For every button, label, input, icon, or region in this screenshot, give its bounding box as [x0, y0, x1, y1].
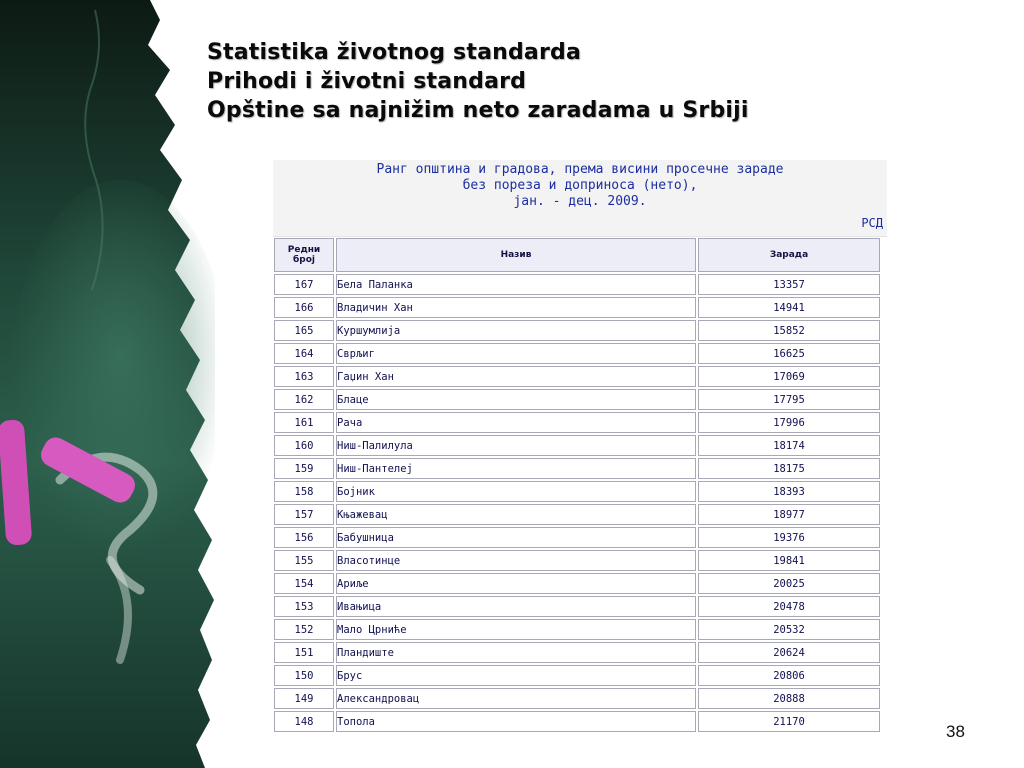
- row-name: Блаце: [336, 389, 696, 410]
- row-name: Сврљиг: [336, 343, 696, 364]
- row-number: 149: [274, 688, 334, 709]
- table-row: [274, 366, 880, 387]
- heading-line-1: Statistika životnog standarda: [207, 40, 582, 65]
- row-amount: 18393: [698, 481, 880, 502]
- table-row: [274, 412, 880, 433]
- row-number: 152: [274, 619, 334, 640]
- salary-table-image: [273, 160, 887, 727]
- table-row: [274, 642, 880, 663]
- table-row: [274, 274, 880, 295]
- column-header-number: [274, 238, 334, 272]
- row-name: Ивањица: [336, 596, 696, 617]
- row-number: 156: [274, 527, 334, 548]
- row-name: Рача: [336, 412, 696, 433]
- row-name: Пландиште: [336, 642, 696, 663]
- table-row: [274, 343, 880, 364]
- table-body: [274, 274, 880, 732]
- table-row: [274, 297, 880, 318]
- table-row: [274, 389, 880, 410]
- row-amount: 20478: [698, 596, 880, 617]
- row-amount: 13357: [698, 274, 880, 295]
- row-amount: 18175: [698, 458, 880, 479]
- row-name: Владичин Хан: [336, 297, 696, 318]
- row-amount: 18174: [698, 435, 880, 456]
- row-number: 160: [274, 435, 334, 456]
- row-name: Бојник: [336, 481, 696, 502]
- row-name: Бабушница: [336, 527, 696, 548]
- table-caption: [273, 160, 887, 210]
- row-number: 155: [274, 550, 334, 571]
- column-header-name: Назив: [336, 238, 696, 272]
- row-amount: 20888: [698, 688, 880, 709]
- table-row: [274, 435, 880, 456]
- heading-line-2: Prihodi i životni standard: [207, 69, 527, 94]
- row-amount: 19841: [698, 550, 880, 571]
- row-amount: 20025: [698, 573, 880, 594]
- row-amount: 14941: [698, 297, 880, 318]
- row-name: Ниш-Палилула: [336, 435, 696, 456]
- row-number: 162: [274, 389, 334, 410]
- salary-table: [272, 236, 882, 734]
- row-number: 163: [274, 366, 334, 387]
- row-name: Ниш-Пантелеј: [336, 458, 696, 479]
- row-name: Мало Црниће: [336, 619, 696, 640]
- table-row: [274, 665, 880, 686]
- row-name: Александровац: [336, 688, 696, 709]
- row-amount: 17996: [698, 412, 880, 433]
- caption-line-1: Ранг општина и градова, према висини просечне зараде: [376, 162, 784, 177]
- table-row: [274, 458, 880, 479]
- table-row: [274, 711, 880, 732]
- caption-line-3: јан. - дец. 2009.: [513, 194, 647, 209]
- row-amount: 20624: [698, 642, 880, 663]
- row-amount: 18977: [698, 504, 880, 525]
- slide-headings: [207, 38, 749, 125]
- currency-unit: РСД: [861, 216, 883, 230]
- table-row: [274, 596, 880, 617]
- heading-line-3: Opštine sa najnižim neto zaradama u Srbiji: [207, 98, 749, 123]
- column-header-amount: Зарада: [698, 238, 880, 272]
- row-name: Топола: [336, 711, 696, 732]
- column-header-number-label: Редни број: [287, 245, 321, 265]
- table-row: [274, 527, 880, 548]
- row-name: Бела Паланка: [336, 274, 696, 295]
- row-amount: 16625: [698, 343, 880, 364]
- row-name: Куршумлија: [336, 320, 696, 341]
- row-number: 165: [274, 320, 334, 341]
- row-name: Гаџин Хан: [336, 366, 696, 387]
- caption-line-2: без пореза и доприноса (нето),: [462, 178, 698, 193]
- table-row: [274, 688, 880, 709]
- row-amount: 20806: [698, 665, 880, 686]
- row-amount: 15852: [698, 320, 880, 341]
- chalkboard-decoration: [0, 0, 215, 768]
- row-number: 153: [274, 596, 334, 617]
- row-number: 164: [274, 343, 334, 364]
- row-name: Брус: [336, 665, 696, 686]
- row-name: Ариље: [336, 573, 696, 594]
- row-number: 150: [274, 665, 334, 686]
- row-amount: 20532: [698, 619, 880, 640]
- table-row: [274, 481, 880, 502]
- table-row: [274, 550, 880, 571]
- table-row: [274, 573, 880, 594]
- row-amount: 21170: [698, 711, 880, 732]
- row-name: Књажевац: [336, 504, 696, 525]
- table-row: [274, 504, 880, 525]
- table-row: [274, 619, 880, 640]
- row-name: Власотинце: [336, 550, 696, 571]
- row-number: 161: [274, 412, 334, 433]
- row-number: 159: [274, 458, 334, 479]
- row-number: 157: [274, 504, 334, 525]
- row-amount: 17069: [698, 366, 880, 387]
- table-header-row: [274, 238, 880, 272]
- row-number: 151: [274, 642, 334, 663]
- row-amount: 19376: [698, 527, 880, 548]
- row-number: 148: [274, 711, 334, 732]
- row-number: 154: [274, 573, 334, 594]
- page-number: 38: [946, 722, 965, 741]
- table-row: [274, 320, 880, 341]
- row-number: 166: [274, 297, 334, 318]
- row-number: 158: [274, 481, 334, 502]
- row-amount: 17795: [698, 389, 880, 410]
- table-caption-area: [273, 160, 887, 237]
- row-number: 167: [274, 274, 334, 295]
